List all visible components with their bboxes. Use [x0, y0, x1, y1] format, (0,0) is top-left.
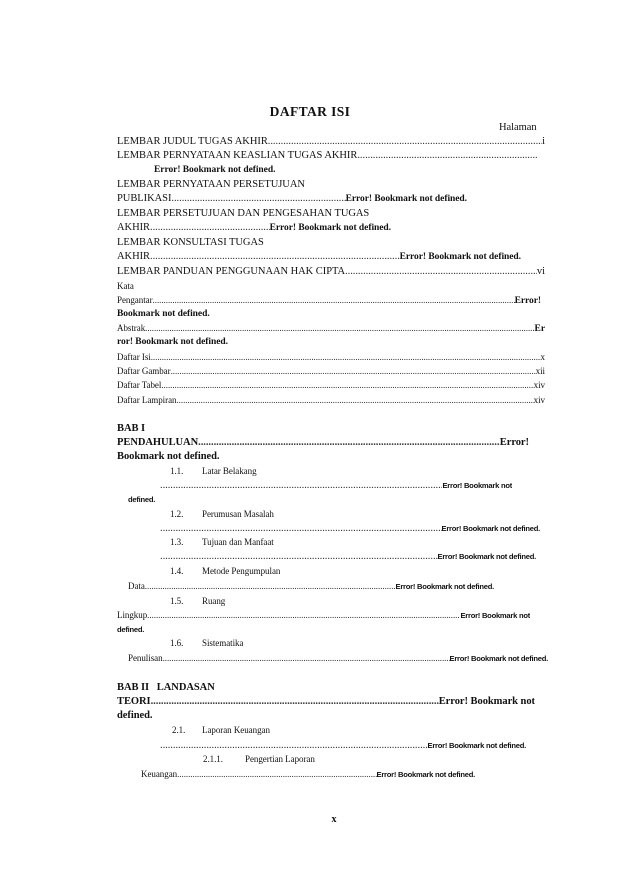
toc-entry-pengesahan[interactable]: LEMBAR PERSETUJUAN DAN PENGESAHAN TUGAS: [117, 208, 370, 219]
toc-page-number: xii: [535, 366, 545, 376]
error-bookmark: Error! Bookmark not: [460, 611, 530, 620]
bab1-heading: BAB I: [117, 423, 146, 434]
error-bookmark: Error!: [499, 437, 529, 448]
error-bookmark: Error! Bookmark not defined.: [437, 552, 536, 561]
toc-page-number: xiv: [533, 380, 545, 390]
toc-entry-daftar-isi[interactable]: Daftar Isi ..... x: [117, 351, 545, 364]
toc-entry-konsultasi-cont[interactable]: AKHIR ..... Error! Bookmark not defined.: [117, 250, 521, 264]
error-bookmark-cont: Bookmark not defined.: [117, 309, 210, 319]
toc-page-number: vi: [536, 266, 545, 277]
error-bookmark: Error! Bookmark not defined.: [449, 654, 548, 663]
error-bookmark: Error!: [514, 296, 541, 306]
toc-entry-2-1[interactable]: 2.1. Laporan Keuangan: [172, 725, 270, 735]
toc-entry-bab2[interactable]: TEORI ..... Error! Bookmark not: [117, 695, 535, 708]
toc-entry-daftar-gambar[interactable]: Daftar Gambar ..... xii: [117, 365, 545, 378]
toc-entry-1-2-dots: [160, 522, 540, 535]
toc-entry-persetujuan-cont[interactable]: PUBLIKASI ..... Error! Bookmark not defined.: [117, 192, 467, 206]
toc-entry-keaslian[interactable]: LEMBAR PERNYATAAN KEASLIAN TUGAS AKHIR .....: [117, 149, 537, 162]
toc-entry-1-5-cont: Lingkup ..... Error! Bookmark not: [117, 609, 530, 622]
error-bookmark-cont: Bookmark not defined.: [117, 451, 220, 462]
error-bookmark-cont: ror! Bookmark not defined.: [117, 337, 228, 347]
toc-page-number: xiv: [533, 395, 545, 405]
error-bookmark: Error! Bookmark not defined.: [345, 194, 467, 204]
toc-entry-daftar-lampiran[interactable]: Daftar Lampiran ..... xiv: [117, 394, 545, 407]
toc-entry-2-1-1[interactable]: 2.1.1. Pengertian Laporan: [203, 754, 315, 764]
toc-page-number: x: [540, 352, 545, 362]
error-bookmark-cont: defined.: [117, 710, 153, 721]
error-bookmark-cont: defined.: [117, 625, 145, 634]
page-title: DAFTAR ISI: [269, 104, 351, 119]
error-bookmark: Error! Bookmark not defined.: [427, 741, 526, 750]
error-bookmark: Error! Bookmark not: [438, 696, 535, 707]
page-number: x: [331, 814, 337, 825]
toc-entry-panduan[interactable]: LEMBAR PANDUAN PENGGUNAAN HAK CIPTA ..... vi: [117, 265, 545, 278]
toc-entry-abstrak[interactable]: Abstrak ..... Er: [117, 322, 545, 336]
toc-entry-1-3[interactable]: 1.3. Tujuan dan Manfaat: [170, 537, 274, 547]
toc-entry-1-4[interactable]: 1.4. Metode Pengumpulan: [170, 566, 281, 576]
error-bookmark: Error! Bookmark not defined.: [154, 165, 276, 175]
error-bookmark: Error! Bookmark not defined.: [399, 252, 521, 262]
toc-entry-2-1-dots: [160, 739, 526, 752]
toc-page-number: i: [542, 136, 545, 147]
toc-entry-1-3-dots: [160, 550, 536, 563]
error-bookmark: Error! Bookmark not: [442, 481, 512, 490]
toc-entry-1-1-dots: [160, 479, 512, 492]
toc-entry-judul[interactable]: LEMBAR JUDUL TUGAS AKHIR ..... i: [117, 135, 545, 148]
error-bookmark: Error! Bookmark not defined.: [395, 582, 494, 591]
bab2-heading: BAB II LANDASAN: [117, 682, 215, 693]
toc-entry-1-4-cont: Data ..... Error! Bookmark not defined.: [128, 580, 494, 593]
toc-entry-1-5[interactable]: 1.5. Ruang: [170, 596, 226, 606]
toc-entry-kata[interactable]: Kata: [117, 281, 134, 291]
toc-entry-bab1[interactable]: PENDAHULUAN ..... Error!: [117, 436, 529, 449]
toc-entry-kata-cont[interactable]: Pengantar ..... Error!: [117, 294, 541, 308]
toc-entry-1-1[interactable]: 1.1. Latar Belakang: [170, 466, 257, 476]
error-bookmark-cont: defined.: [128, 495, 156, 504]
toc-entry-konsultasi[interactable]: LEMBAR KONSULTASI TUGAS: [117, 237, 264, 248]
toc-entry-1-6[interactable]: 1.6. Sistematika: [170, 638, 244, 648]
toc-entry-1-6-cont: Penulisan ..... Error! Bookmark not defined.: [128, 652, 548, 665]
toc-entry-2-1-1-cont: Keuangan ..... Error! Bookmark not defined.: [141, 768, 475, 781]
halaman-label: Halaman: [499, 122, 537, 133]
error-bookmark: Error! Bookmark not defined.: [269, 223, 391, 233]
toc-entry-persetujuan[interactable]: LEMBAR PERNYATAAN PERSETUJUAN: [117, 179, 305, 190]
error-bookmark: Error! Bookmark not defined.: [441, 524, 540, 533]
toc-entry-pengesahan-cont[interactable]: AKHIR ..... Error! Bookmark not defined.: [117, 221, 391, 235]
error-bookmark: Er: [534, 324, 545, 334]
toc-entry-daftar-tabel[interactable]: Daftar Tabel ..... xiv: [117, 379, 545, 392]
toc-entry-1-2[interactable]: 1.2. Perumusan Masalah: [170, 509, 274, 519]
error-bookmark: Error! Bookmark not defined.: [376, 770, 475, 779]
